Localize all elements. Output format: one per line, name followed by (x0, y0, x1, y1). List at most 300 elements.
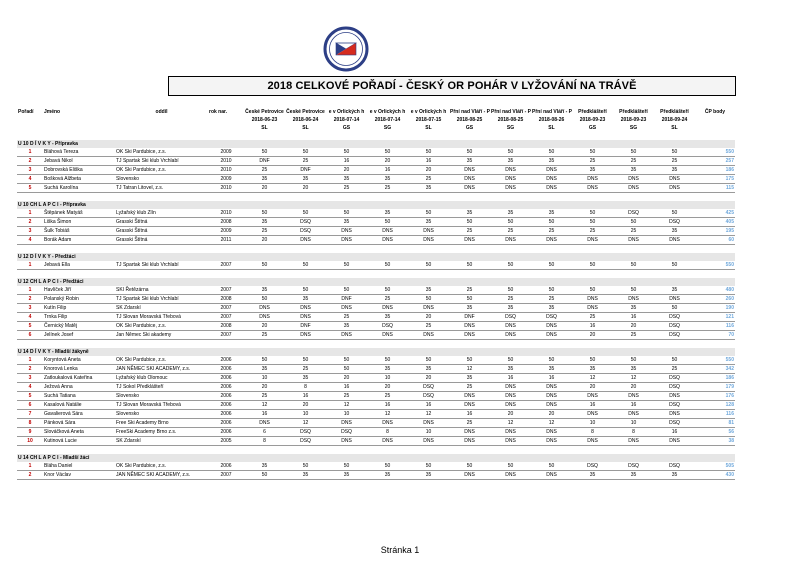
race-points: 25 (367, 392, 408, 401)
total-points: 342 (695, 365, 735, 374)
position-cell: 2 (17, 218, 43, 227)
race-points: DNF (449, 313, 490, 322)
race-points: DNS (449, 322, 490, 331)
race-points: 20 (285, 184, 326, 193)
race-points: 50 (449, 295, 490, 304)
header-discipline: SL (302, 125, 309, 131)
position-cell: 4 (17, 313, 43, 322)
total-points: 550 (695, 261, 735, 270)
race-points: DNS (531, 383, 572, 392)
race-points: DNS (572, 184, 613, 193)
race-points: DNS (613, 392, 654, 401)
race-points: DNS (531, 236, 572, 245)
race-points: 50 (326, 462, 367, 471)
race-points: DNS (326, 304, 367, 313)
category-header (17, 454, 735, 462)
race-points: 25 (244, 331, 285, 340)
race-points: 50 (654, 356, 695, 365)
total-points: 81 (695, 419, 735, 428)
race-points: DNS (244, 419, 285, 428)
table-row (17, 471, 735, 480)
race-points: DSQ (408, 383, 449, 392)
race-points: 50 (531, 356, 572, 365)
ski-federation-logo-icon (323, 26, 369, 72)
race-points: 16 (490, 374, 531, 383)
header-oddil: oddíl (155, 109, 168, 115)
race-points: DNS (490, 471, 531, 480)
table-row (17, 383, 735, 392)
race-points: 16 (408, 401, 449, 410)
club-name: TJ Tatran Litovel, z.s. (115, 184, 208, 193)
race-points: DSQ (654, 374, 695, 383)
race-points: 50 (572, 209, 613, 218)
race-points: 35 (408, 218, 449, 227)
athlete-name: Koryntová Aneta (43, 356, 115, 365)
athlete-name: Zatloukalová Kateřina (43, 374, 115, 383)
race-points: 16 (613, 401, 654, 410)
header-blank (208, 116, 244, 124)
race-points: 50 (285, 209, 326, 218)
total-points: 260 (695, 295, 735, 304)
race-points: DNS (490, 383, 531, 392)
race-points: 50 (613, 286, 654, 295)
athlete-name: Suchá Tatiana (43, 392, 115, 401)
total-points: 176 (695, 392, 735, 401)
race-points: 50 (490, 462, 531, 471)
race-points: 25 (285, 365, 326, 374)
total-points: 550 (695, 356, 735, 365)
race-points: DNS (613, 175, 654, 184)
position-cell: 1 (17, 286, 43, 295)
race-points: 50 (531, 148, 572, 157)
race-points: 50 (326, 365, 367, 374)
table-row (17, 331, 735, 340)
race-points: DNS (531, 184, 572, 193)
table-row (17, 374, 735, 383)
category-title: U 14 CH L A P C I - Mladší žáci (17, 454, 735, 462)
gap-cell (17, 132, 735, 140)
race-points: DNS (572, 392, 613, 401)
position-cell: 2 (17, 157, 43, 166)
race-points: 50 (613, 261, 654, 270)
table-row (17, 437, 735, 446)
race-points: 35 (613, 166, 654, 175)
race-points: 50 (408, 462, 449, 471)
race-points: 50 (490, 286, 531, 295)
header-discipline: GS (342, 125, 351, 131)
section-gap (17, 446, 735, 455)
race-points: 50 (613, 356, 654, 365)
header-cp-body: ČP body (704, 109, 726, 115)
gap-cell (17, 245, 735, 254)
race-points: 35 (490, 304, 531, 313)
birth-year: 2006 (208, 356, 244, 365)
race-points: 25 (531, 227, 572, 236)
race-points: 50 (490, 148, 531, 157)
race-points: 8 (613, 428, 654, 437)
race-points: 25 (613, 157, 654, 166)
birth-year: 2008 (208, 218, 244, 227)
category-title: U 10 CH L A P C I - Přípravka (17, 201, 735, 209)
header-discipline: SG (383, 125, 392, 131)
total-points: 179 (695, 383, 735, 392)
race-points: 50 (449, 462, 490, 471)
race-points: 35 (367, 175, 408, 184)
race-points: 25 (654, 365, 695, 374)
birth-year: 2006 (208, 392, 244, 401)
race-points: 50 (244, 148, 285, 157)
race-points: DNS (531, 331, 572, 340)
header-discipline: SL (425, 125, 432, 131)
birth-year: 2006 (208, 383, 244, 392)
race-points: DNS (654, 175, 695, 184)
race-points: DNS (613, 236, 654, 245)
race-points: 35 (572, 365, 613, 374)
race-points: DNS (572, 236, 613, 245)
race-points: DSQ (285, 218, 326, 227)
race-points: DNS (449, 471, 490, 480)
header-row-races (17, 108, 735, 116)
race-points: 35 (285, 471, 326, 480)
race-points: 50 (572, 148, 613, 157)
race-points: DNS (490, 322, 531, 331)
race-points: 16 (654, 428, 695, 437)
race-points: 20 (367, 383, 408, 392)
race-points: 50 (326, 148, 367, 157)
race-points: 25 (408, 322, 449, 331)
race-points: DNS (408, 227, 449, 236)
race-points: DNS (531, 401, 572, 410)
race-points: DNS (326, 331, 367, 340)
race-points: 50 (490, 218, 531, 227)
section-gap (17, 193, 735, 202)
birth-year: 2006 (208, 401, 244, 410)
race-points: DNS (367, 419, 408, 428)
header-blank (208, 124, 244, 132)
header-row-disciplines (17, 124, 735, 132)
table-row (17, 184, 735, 193)
race-points: 25 (244, 227, 285, 236)
position-cell: 4 (17, 236, 43, 245)
birth-year: 2006 (208, 462, 244, 471)
race-points: 50 (408, 148, 449, 157)
race-points: 25 (531, 295, 572, 304)
total-points: 186 (695, 374, 735, 383)
race-points: 35 (285, 374, 326, 383)
race-points: DNF (326, 295, 367, 304)
table-row (17, 462, 735, 471)
race-points: 35 (408, 286, 449, 295)
position-cell: 8 (17, 419, 43, 428)
race-points: 50 (367, 148, 408, 157)
race-points: 50 (490, 356, 531, 365)
position-cell: 3 (17, 227, 43, 236)
race-points: 25 (408, 175, 449, 184)
race-points: 12 (367, 410, 408, 419)
race-points: 25 (244, 392, 285, 401)
race-points: 35 (654, 286, 695, 295)
race-points: 20 (408, 313, 449, 322)
race-points: DNS (654, 437, 695, 446)
race-points: DSQ (654, 313, 695, 322)
position-cell: 5 (17, 392, 43, 401)
race-points: 12 (490, 419, 531, 428)
total-points: 115 (695, 184, 735, 193)
race-points: DNS (654, 295, 695, 304)
athlete-name: Jelínek Josef (43, 331, 115, 340)
total-points: 505 (695, 462, 735, 471)
race-points: 16 (531, 374, 572, 383)
race-points: DNS (572, 295, 613, 304)
birth-year: 2008 (208, 322, 244, 331)
club-name: TJ Sokol Předklášteří (115, 383, 208, 392)
race-points: 50 (572, 218, 613, 227)
race-points: 35 (531, 304, 572, 313)
position-cell: 6 (17, 331, 43, 340)
race-points: 12 (572, 374, 613, 383)
total-points: 405 (695, 218, 735, 227)
position-cell: 2 (17, 365, 43, 374)
race-points: 35 (326, 471, 367, 480)
section-gap (17, 270, 735, 279)
club-name: Slovensko (115, 175, 208, 184)
race-points: 35 (531, 209, 572, 218)
race-points: 25 (490, 295, 531, 304)
athlete-name: Kutín Filip (43, 304, 115, 313)
total-points: 425 (695, 209, 735, 218)
birth-year: 2005 (208, 437, 244, 446)
birth-year: 2007 (208, 286, 244, 295)
race-points: DSQ (367, 322, 408, 331)
table-row (17, 419, 735, 428)
birth-year: 2009 (208, 148, 244, 157)
athlete-name: Šulk Tobiáš (43, 227, 115, 236)
table-row (17, 286, 735, 295)
table-row (17, 218, 735, 227)
race-points: 50 (531, 462, 572, 471)
race-points: 25 (449, 286, 490, 295)
category-title: U 10 D Í V K Y - Přípravka (17, 140, 735, 148)
total-points: 257 (695, 157, 735, 166)
race-points: 50 (367, 218, 408, 227)
race-points: DNS (449, 331, 490, 340)
race-points: 35 (244, 175, 285, 184)
table-row (17, 175, 735, 184)
total-points: 480 (695, 286, 735, 295)
race-points: 50 (285, 148, 326, 157)
race-points: 35 (285, 295, 326, 304)
position-cell: 1 (17, 209, 43, 218)
race-points: DNF (285, 322, 326, 331)
race-points: 50 (490, 261, 531, 270)
header-date: 2018-07-14 (374, 117, 401, 123)
position-cell: 1 (17, 261, 43, 270)
race-points: 35 (408, 365, 449, 374)
club-name: TJ Spartak Ski klub Vrchlabí (115, 157, 208, 166)
table-row (17, 209, 735, 218)
race-points: DSQ (654, 419, 695, 428)
total-points: 56 (695, 428, 735, 437)
race-points: DNS (449, 401, 490, 410)
athlete-name: Jebavá Nikol (43, 157, 115, 166)
race-points: DSQ (285, 227, 326, 236)
athlete-name: Ježová Anna (43, 383, 115, 392)
total-points: 175 (695, 175, 735, 184)
race-points: 50 (244, 471, 285, 480)
club-name: Grasski Štítná (115, 218, 208, 227)
header-discipline: GS (465, 125, 474, 131)
race-points: 50 (654, 304, 695, 313)
race-points: 50 (572, 286, 613, 295)
page-number: Stránka 1 (380, 545, 420, 555)
race-points: 50 (326, 286, 367, 295)
race-points: 20 (613, 383, 654, 392)
race-points: DSQ (572, 462, 613, 471)
club-name: TJ Slovan Moravská Třebová (115, 401, 208, 410)
race-points: 50 (244, 209, 285, 218)
table-row (17, 322, 735, 331)
table-row (17, 365, 735, 374)
race-points: 12 (326, 401, 367, 410)
position-cell: 10 (17, 437, 43, 446)
race-points: 50 (572, 356, 613, 365)
table-row (17, 295, 735, 304)
birth-year: 2006 (208, 410, 244, 419)
race-points: 50 (654, 148, 695, 157)
race-points: 25 (449, 419, 490, 428)
race-points: DNS (654, 184, 695, 193)
race-points: 10 (367, 374, 408, 383)
birth-year: 2006 (208, 374, 244, 383)
race-points: DNF (285, 166, 326, 175)
club-name: SKI Řetězárna (115, 286, 208, 295)
race-points: 35 (613, 471, 654, 480)
race-points: 25 (572, 227, 613, 236)
category-header (17, 201, 735, 209)
race-points: 20 (367, 157, 408, 166)
race-points: DNS (408, 419, 449, 428)
athlete-name: Jebavá Ella (43, 261, 115, 270)
race-points: 50 (572, 261, 613, 270)
race-points: 10 (285, 410, 326, 419)
birth-year: 2007 (208, 313, 244, 322)
race-points: 50 (326, 261, 367, 270)
race-points: 25 (613, 331, 654, 340)
header-race: Přní nad Vláří - P (532, 109, 572, 115)
club-name: SK Zdarskí (115, 304, 208, 313)
race-points: 20 (326, 374, 367, 383)
race-points: 35 (531, 157, 572, 166)
race-points: 35 (326, 322, 367, 331)
race-points: 35 (244, 218, 285, 227)
race-points: 16 (408, 157, 449, 166)
header-date: 2018-09-23 (579, 117, 606, 123)
race-points: 50 (367, 261, 408, 270)
race-points: DNS (490, 428, 531, 437)
race-points: DNS (449, 184, 490, 193)
category-header (17, 348, 735, 356)
athlete-name: Trnka Filip (43, 313, 115, 322)
race-points: DNS (572, 175, 613, 184)
table-row (17, 261, 735, 270)
race-points: DNF (244, 157, 285, 166)
race-points: 25 (572, 157, 613, 166)
race-points: 16 (285, 392, 326, 401)
race-points: DSQ (654, 218, 695, 227)
race-points: 50 (449, 218, 490, 227)
race-points: DNS (490, 175, 531, 184)
race-points: DNS (408, 236, 449, 245)
table-row (17, 166, 735, 175)
header-blank (115, 124, 208, 132)
category-title: U 14 D Í V K Y - Mladší žákyně (17, 348, 735, 356)
table-row (17, 227, 735, 236)
race-points: 50 (326, 209, 367, 218)
race-points: DNS (408, 437, 449, 446)
race-points: 8 (285, 383, 326, 392)
table-row (17, 401, 735, 410)
race-points: 35 (490, 365, 531, 374)
race-points: DSQ (285, 428, 326, 437)
race-points: DNS (613, 410, 654, 419)
race-points: 12 (244, 401, 285, 410)
position-cell: 4 (17, 383, 43, 392)
race-points: 35 (572, 471, 613, 480)
race-points: 50 (367, 462, 408, 471)
gap-cell (17, 270, 735, 279)
race-points: 20 (408, 166, 449, 175)
race-points: 50 (449, 148, 490, 157)
header-jmeno: Jméno (44, 109, 61, 115)
birth-year: 2006 (208, 428, 244, 437)
gap-cell (17, 446, 735, 455)
club-name: JAN NĚMEC SKI ACADEMY, z.s. (115, 471, 208, 480)
race-points: 50 (408, 295, 449, 304)
race-points: 25 (572, 313, 613, 322)
gap-cell (17, 193, 735, 202)
athlete-name: Knor Václav (43, 471, 115, 480)
race-points: DSQ (613, 209, 654, 218)
race-points: 50 (449, 356, 490, 365)
total-points: 190 (695, 304, 735, 313)
race-points: 20 (408, 374, 449, 383)
birth-year: 2010 (208, 157, 244, 166)
header-poradi: Pořadí (18, 109, 34, 115)
race-points: DNS (490, 184, 531, 193)
race-points: 10 (613, 419, 654, 428)
athlete-name: Kutinová Lucie (43, 437, 115, 446)
race-points: 25 (367, 184, 408, 193)
race-points: DNS (531, 322, 572, 331)
race-points: 20 (613, 322, 654, 331)
race-points: 50 (531, 261, 572, 270)
race-points: 20 (326, 166, 367, 175)
club-name: OK Ski Pardubice, z.s. (115, 462, 208, 471)
birth-year: 2010 (208, 184, 244, 193)
race-points: 50 (449, 261, 490, 270)
race-points: 35 (367, 313, 408, 322)
race-points: 16 (449, 410, 490, 419)
race-points: DSQ (654, 462, 695, 471)
race-points: DSQ (654, 383, 695, 392)
race-points: 50 (654, 209, 695, 218)
club-name: Lyžařský klub Zlín (115, 209, 208, 218)
race-points: DNS (531, 166, 572, 175)
birth-year: 2006 (208, 419, 244, 428)
athlete-name: Borák Adam (43, 236, 115, 245)
race-points: DNS (654, 392, 695, 401)
results-table (17, 108, 735, 480)
